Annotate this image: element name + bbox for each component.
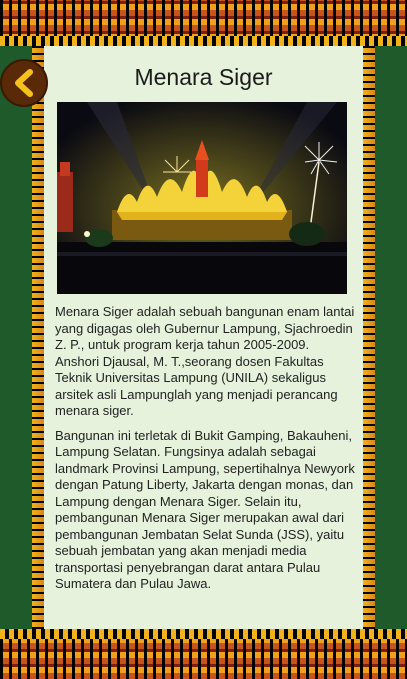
paragraph-location: Bangunan ini terletak di Bukit Gamping, Bakauheni, Lampung Selatan. Fungsinya adalah sebagai landmark Provinsi Lampung, sepertihalnya Newyork dengan Patung Liberty, Jakarta dengan monas, dan Lampung dengan Menara Siger. Selain itu, pembangunan Menara Siger merupakan awal dari pembangunan Jembatan Selat Sunda (JSS), yaitu sebuah jembatan yang akan menjadi media transportasi penyebrangan darat antara Pulau Sumatera dan Pulau Jawa. — [55, 427, 355, 591]
top-decorative-border — [0, 0, 407, 46]
menara-siger-photo — [57, 102, 347, 294]
article-text — [55, 304, 355, 601]
right-decorative-border — [363, 46, 375, 629]
content-panel — [44, 46, 363, 629]
bottom-decorative-border — [0, 629, 407, 679]
page-title: Menara Siger — [134, 64, 273, 90]
paragraph-intro: Menara Siger adalah sebuah bangunan enam lantai yang digagas oleh Gubernur Lampung, Sjachroedin Z. P., untuk program kerja tahun 2005-2009. Anshori Djausal, M. T.,seorang dosen Fakultas Teknik Universitas Lampung (UNILA) sekaligus arsitek asli Lampunglah yang menjadi perancang menara siger. — [55, 304, 355, 418]
back-button[interactable] — [0, 59, 48, 107]
chevron-left-icon — [11, 68, 37, 98]
left-decorative-border — [32, 46, 44, 629]
